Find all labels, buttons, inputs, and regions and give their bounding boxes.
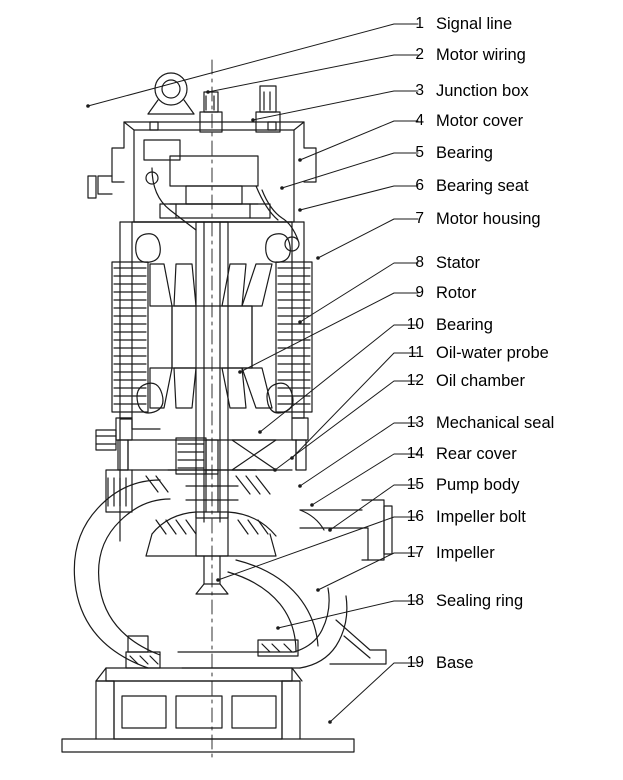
legend-item-number: 15 [406, 476, 424, 493]
legend-item [398, 110, 523, 132]
legend-item-label: Signal line [436, 15, 513, 33]
legend-item [398, 208, 541, 230]
legend-item-label: Motor cover [436, 112, 524, 130]
leader-anchor-dot [280, 186, 284, 190]
leader-anchor-dot [251, 118, 255, 122]
legend-item [398, 44, 526, 66]
leader-line [253, 91, 418, 120]
legend-item-label: Sealing ring [436, 592, 524, 610]
leader-anchor-dot [298, 158, 302, 162]
legend-item-number: 7 [415, 210, 424, 227]
leader-line [208, 55, 418, 92]
leader-line [218, 517, 418, 580]
legend-item-label: Impeller bolt [436, 508, 526, 526]
leader-anchor-dot [310, 503, 314, 507]
legend-item-label: Oil chamber [436, 372, 525, 390]
leader-anchor-dot [298, 320, 302, 324]
leader-anchor-dot [316, 588, 320, 592]
legend-item-label: Motor wiring [436, 46, 526, 64]
legend-item [398, 13, 512, 35]
legend-item [398, 652, 474, 674]
legend-item-number: 12 [406, 372, 424, 389]
leader-line [260, 325, 418, 432]
legend-item-label: Junction box [436, 82, 529, 100]
base-assembly [62, 668, 354, 752]
legend-item-number: 9 [415, 284, 424, 301]
legend-item-label: Rotor [436, 284, 477, 302]
leader-lines [86, 24, 418, 724]
leader-anchor-dot [273, 468, 277, 472]
leader-anchor-dot [238, 370, 242, 374]
legend-item-label: Pump body [436, 476, 520, 494]
leader-anchor-dot [298, 208, 302, 212]
legend-item-number: 14 [406, 445, 424, 462]
leader-anchor-dot [328, 720, 332, 724]
legend-item-label: Motor housing [436, 210, 541, 228]
legend-item-label: Oil-water probe [436, 344, 549, 362]
leader-anchor-dot [86, 104, 90, 108]
legend-item-number: 8 [415, 254, 424, 271]
legend-item-label: Mechanical seal [436, 414, 555, 432]
legend-item-number: 3 [415, 82, 424, 99]
legend-item [398, 252, 480, 274]
legend-item-number: 16 [406, 508, 424, 525]
leader-line [278, 601, 418, 628]
legend-item-label: Rear cover [436, 445, 517, 463]
legend-item-number: 18 [406, 592, 424, 609]
legend-item-number: 4 [415, 112, 424, 129]
leader-anchor-dot [328, 528, 332, 532]
legend-item-number: 11 [407, 344, 424, 361]
rear-cover-and-seal [96, 418, 308, 512]
legend-item-number: 19 [406, 654, 424, 671]
legend-item-label: Impeller [436, 544, 495, 562]
legend-list [398, 0, 623, 780]
legend-item [398, 542, 495, 564]
leader-anchor-dot [258, 430, 262, 434]
legend-item [398, 590, 523, 612]
legend-item-number: 6 [415, 177, 424, 194]
legend-item [398, 370, 525, 392]
legend-item [398, 474, 519, 496]
legend-item-label: Stator [436, 254, 481, 272]
leader-line [240, 293, 418, 372]
leader-anchor-dot [276, 626, 280, 630]
legend-item [398, 506, 526, 528]
legend-item-number: 2 [415, 46, 424, 63]
legend-item-label: Bearing [436, 316, 493, 334]
leader-anchor-dot [216, 578, 220, 582]
legend-item [398, 80, 529, 102]
leader-anchor-dot [206, 90, 210, 94]
leader-line [88, 24, 418, 106]
legend-item-label: Base [436, 654, 474, 672]
legend-item [398, 314, 493, 336]
legend-item [398, 412, 554, 434]
legend-item [398, 175, 529, 197]
motor-cover [88, 73, 316, 251]
legend-item [398, 342, 549, 364]
legend-item-number: 10 [406, 316, 424, 333]
legend-item-number: 17 [406, 544, 424, 561]
legend-item [398, 282, 476, 304]
legend-item-label: Bearing [436, 144, 493, 162]
legend-item-number: 5 [415, 144, 424, 161]
legend-item [398, 142, 493, 164]
leader-anchor-dot [298, 484, 302, 488]
leader-anchor-dot [316, 256, 320, 260]
legend-item-number: 1 [415, 15, 424, 32]
legend-item-number: 13 [406, 414, 424, 431]
legend-item [398, 443, 517, 465]
legend-item-label: Bearing seat [436, 177, 529, 195]
